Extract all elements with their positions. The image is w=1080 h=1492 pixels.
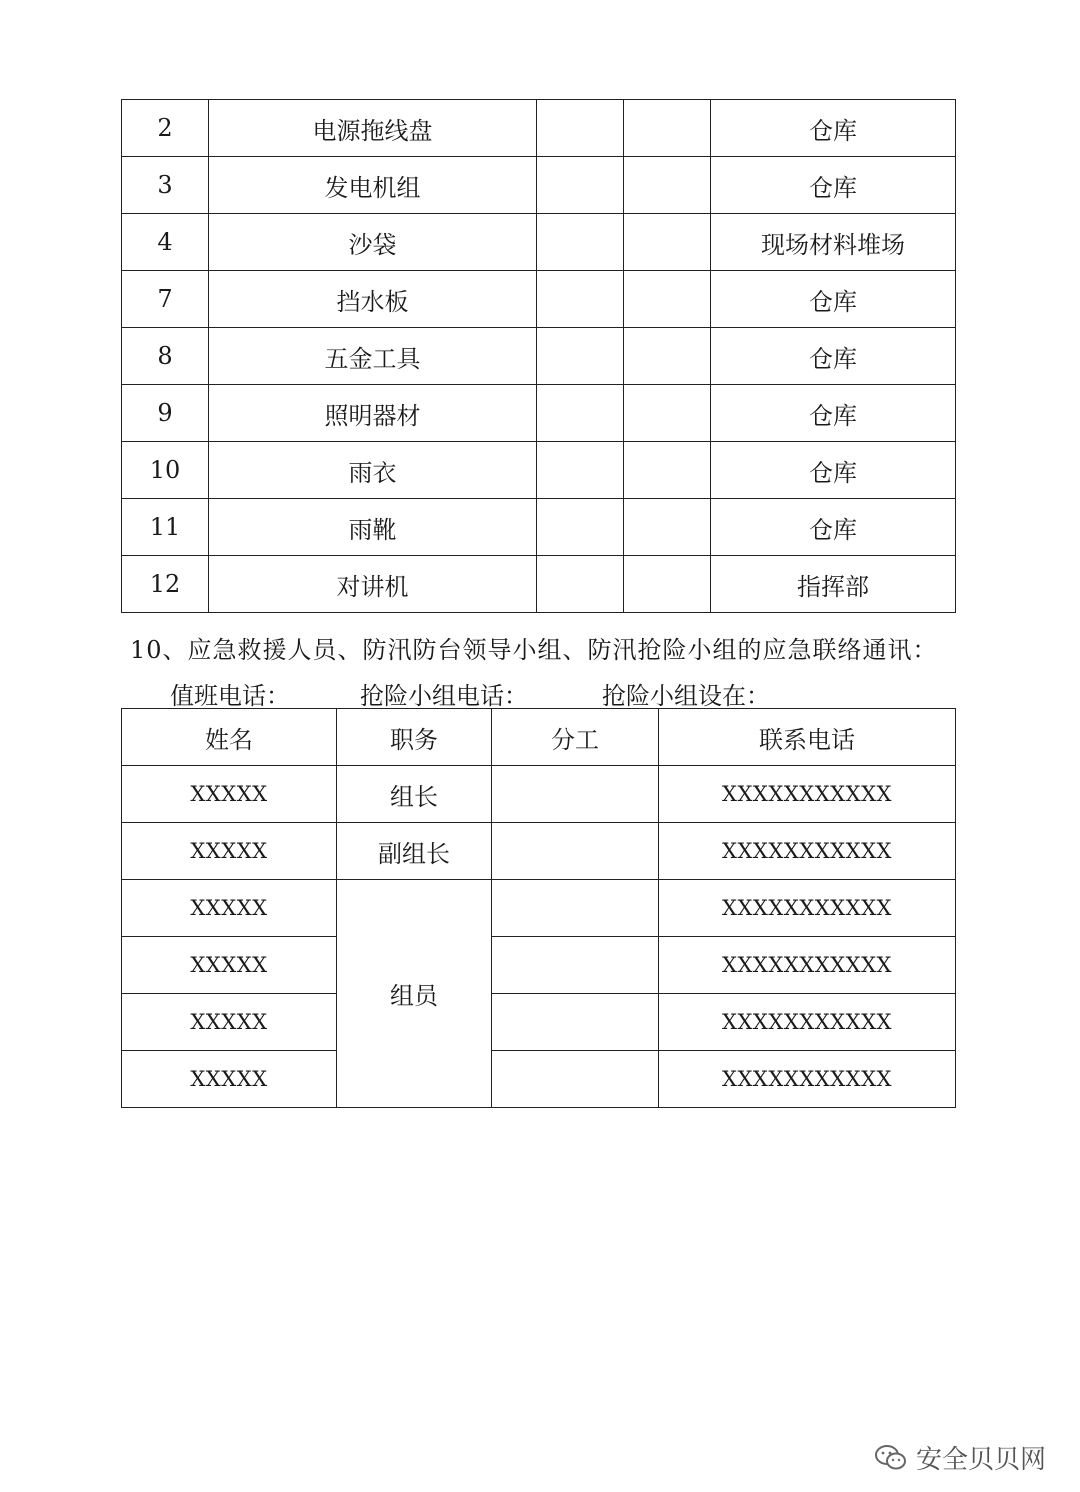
team-phone-label: 抢险小组电话： (360, 682, 528, 710)
material-location: 仓库 (711, 385, 956, 442)
material-no: 12 (122, 556, 209, 613)
material-no: 4 (122, 214, 209, 271)
section-heading: 10、应急救援人员、防汛防台领导小组、防汛抢险小组的应急联络通讯： (130, 636, 938, 664)
material-qty (537, 556, 624, 613)
table-row (122, 157, 956, 214)
table-row (122, 766, 956, 823)
material-qty (537, 442, 624, 499)
material-location: 仓库 (711, 271, 956, 328)
header-duty: 分工 (492, 709, 659, 766)
material-qty (537, 328, 624, 385)
contact-phone: XXXXXXXXXXX (659, 823, 956, 880)
table-row (122, 214, 956, 271)
table-row (122, 823, 956, 880)
material-name: 对讲机 (209, 556, 537, 613)
material-location: 指挥部 (711, 556, 956, 613)
material-no: 11 (122, 499, 209, 556)
material-name: 雨衣 (209, 442, 537, 499)
duty-phone-label: 值班电话： (170, 682, 290, 710)
materials-body (122, 100, 956, 613)
contact-phone: XXXXXXXXXXX (659, 994, 956, 1051)
table-row (122, 328, 956, 385)
material-unit (624, 556, 711, 613)
material-name: 发电机组 (209, 157, 537, 214)
material-no: 7 (122, 271, 209, 328)
member-role: 组员 (337, 880, 492, 1108)
contact-phone: XXXXXXXXXXX (659, 1051, 956, 1108)
header-role: 职务 (337, 709, 492, 766)
contact-name: XXXXX (122, 937, 337, 994)
table-row (122, 937, 956, 994)
table-row (122, 385, 956, 442)
team-location-label: 抢险小组设在： (602, 682, 770, 710)
phone-line (170, 676, 770, 711)
table-row (122, 880, 956, 937)
contacts-body (122, 709, 956, 1108)
table-row (122, 994, 956, 1051)
contact-phone: XXXXXXXXXXX (659, 880, 956, 937)
contact-name: XXXXX (122, 823, 337, 880)
materials-table (121, 99, 956, 613)
material-qty (537, 271, 624, 328)
contact-name: XXXXX (122, 766, 337, 823)
contact-duty (492, 823, 659, 880)
table-header-row (122, 709, 956, 766)
material-no: 2 (122, 100, 209, 157)
material-name: 雨靴 (209, 499, 537, 556)
contact-phone: XXXXXXXXXXX (659, 937, 956, 994)
contact-role: 副组长 (337, 823, 492, 880)
material-qty (537, 214, 624, 271)
material-location: 仓库 (711, 328, 956, 385)
contacts-table (121, 708, 956, 1108)
header-phone: 联系电话 (659, 709, 956, 766)
watermark (874, 1439, 1046, 1476)
table-row (122, 556, 956, 613)
material-location: 仓库 (711, 157, 956, 214)
material-unit (624, 385, 711, 442)
material-name: 电源拖线盘 (209, 100, 537, 157)
material-unit (624, 100, 711, 157)
material-unit (624, 214, 711, 271)
contact-name: XXXXX (122, 880, 337, 937)
table-row (122, 100, 956, 157)
material-unit (624, 442, 711, 499)
material-name: 照明器材 (209, 385, 537, 442)
table-row (122, 271, 956, 328)
material-unit (624, 328, 711, 385)
contact-name: XXXXX (122, 994, 337, 1051)
material-location: 仓库 (711, 100, 956, 157)
material-no: 3 (122, 157, 209, 214)
contact-role: 组长 (337, 766, 492, 823)
contact-duty (492, 937, 659, 994)
material-no: 10 (122, 442, 209, 499)
header-name: 姓名 (122, 709, 337, 766)
table-row (122, 442, 956, 499)
material-qty (537, 385, 624, 442)
material-qty (537, 499, 624, 556)
contact-duty (492, 994, 659, 1051)
table-row (122, 499, 956, 556)
material-name: 沙袋 (209, 214, 537, 271)
material-qty (537, 100, 624, 157)
contact-duty (492, 880, 659, 937)
contact-name: XXXXX (122, 1051, 337, 1108)
material-no: 8 (122, 328, 209, 385)
contact-duty (492, 1051, 659, 1108)
table-row (122, 1051, 956, 1108)
material-no: 9 (122, 385, 209, 442)
material-location: 仓库 (711, 442, 956, 499)
material-unit (624, 271, 711, 328)
wechat-icon (874, 1444, 908, 1472)
material-name: 五金工具 (209, 328, 537, 385)
contact-phone: XXXXXXXXXXX (659, 766, 956, 823)
material-location: 仓库 (711, 499, 956, 556)
material-unit (624, 499, 711, 556)
material-name: 挡水板 (209, 271, 537, 328)
material-unit (624, 157, 711, 214)
material-location: 现场材料堆场 (711, 214, 956, 271)
watermark-text: 安全贝贝网 (915, 1445, 1046, 1475)
contact-duty (492, 766, 659, 823)
material-qty (537, 157, 624, 214)
